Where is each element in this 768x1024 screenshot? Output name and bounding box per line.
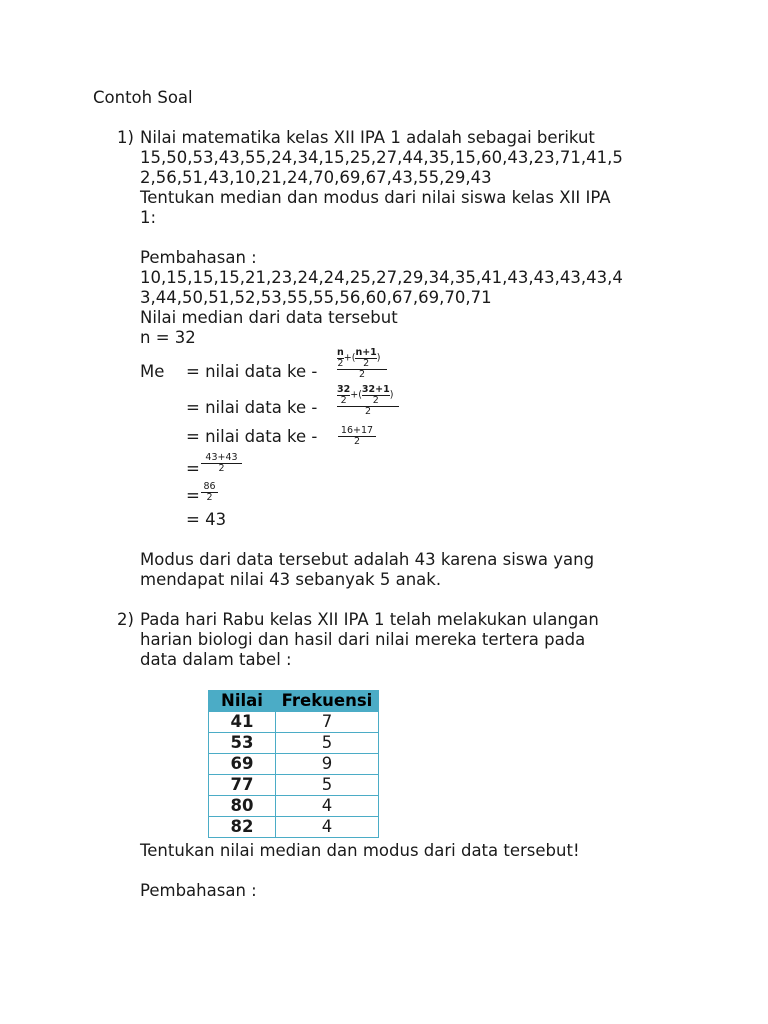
- n-value: n = 32: [140, 328, 196, 347]
- column-header-nilai: Nilai: [209, 691, 276, 712]
- nilai-cell: 80: [209, 796, 276, 817]
- q1-pembahasan: Pembahasan :: [140, 248, 257, 267]
- table-row: [209, 817, 379, 838]
- median-result: = 43: [186, 510, 227, 529]
- q1-line: 2,56,51,43,10,21,24,70,69,67,43,55,29,43: [140, 168, 492, 187]
- frequency-table: [208, 690, 379, 838]
- frekuensi-cell: 7: [276, 712, 379, 733]
- median-intro: Nilai median dari data tersebut: [140, 308, 398, 327]
- frekuensi-cell: 4: [276, 817, 379, 838]
- modus-line: mendapat nilai 43 sebanyak 5 anak.: [140, 570, 442, 589]
- q2-question: Tentukan nilai median dan modus dari data tersebut!: [140, 841, 580, 860]
- q1-sorted-line: 3,44,50,51,52,53,55,55,56,60,67,69,70,71: [140, 288, 492, 307]
- median-formula-fraction: $\frac{n}{2}$ +( $\frac{n+1}{2}$ ) 2: [337, 348, 387, 380]
- nilai-cell: 82: [209, 817, 276, 838]
- equals-sign: =: [186, 459, 200, 478]
- q1-line: 15,50,53,43,55,24,34,15,25,27,44,35,15,60,43,23,71,41,5: [140, 148, 623, 167]
- modus-line: Modus dari data tersebut adalah 43 karena siswa yang: [140, 550, 595, 569]
- page-title: Contoh Soal: [93, 88, 193, 107]
- table-row: [209, 733, 379, 754]
- nilai-cell: 77: [209, 775, 276, 796]
- frekuensi-cell: 9: [276, 754, 379, 775]
- column-header-frekuensi: Frekuensi: [276, 691, 379, 712]
- me-label: Me: [140, 362, 165, 381]
- q1-line: 1:: [140, 208, 157, 227]
- table-row: [209, 754, 379, 775]
- nilai-cell: 53: [209, 733, 276, 754]
- table-header-row: [209, 691, 379, 712]
- sum-fraction: 86 2: [201, 482, 218, 503]
- q2-line: harian biologi dan hasil dari nilai mereka tertera pada: [140, 630, 586, 649]
- frekuensi-cell: 5: [276, 775, 379, 796]
- q1-line: Tentukan median dan modus dari nilai siswa kelas XII IPA: [140, 188, 611, 207]
- q2-line: data dalam tabel :: [140, 650, 292, 669]
- q2-number: 2): [117, 610, 134, 629]
- table-row: [209, 796, 379, 817]
- frekuensi-cell: 5: [276, 733, 379, 754]
- position-fraction: 16+17 2: [338, 426, 376, 447]
- table-row: [209, 712, 379, 733]
- values-fraction: 43+43 2: [201, 453, 242, 474]
- q2-pembahasan: Pembahasan :: [140, 881, 257, 900]
- step-text: = nilai data ke -: [186, 362, 318, 381]
- step-text: = nilai data ke -: [186, 398, 318, 417]
- q1-number: 1): [117, 128, 134, 147]
- q1-sorted-line: 10,15,15,15,21,23,24,24,25,27,29,34,35,41,43,43,43,43,4: [140, 268, 623, 287]
- nilai-cell: 69: [209, 754, 276, 775]
- nilai-cell: 41: [209, 712, 276, 733]
- q1-line: Nilai matematika kelas XII IPA 1 adalah sebagai berikut: [140, 128, 595, 147]
- median-substitution-fraction: $\frac{32}{2}$ +( $\frac{32+1}{2}$ ) 2: [337, 385, 399, 417]
- table-row: [209, 775, 379, 796]
- q2-line: Pada hari Rabu kelas XII IPA 1 telah melakukan ulangan: [140, 610, 599, 629]
- step-text: = nilai data ke -: [186, 427, 318, 446]
- frekuensi-cell: 4: [276, 796, 379, 817]
- equals-sign: =: [186, 486, 200, 505]
